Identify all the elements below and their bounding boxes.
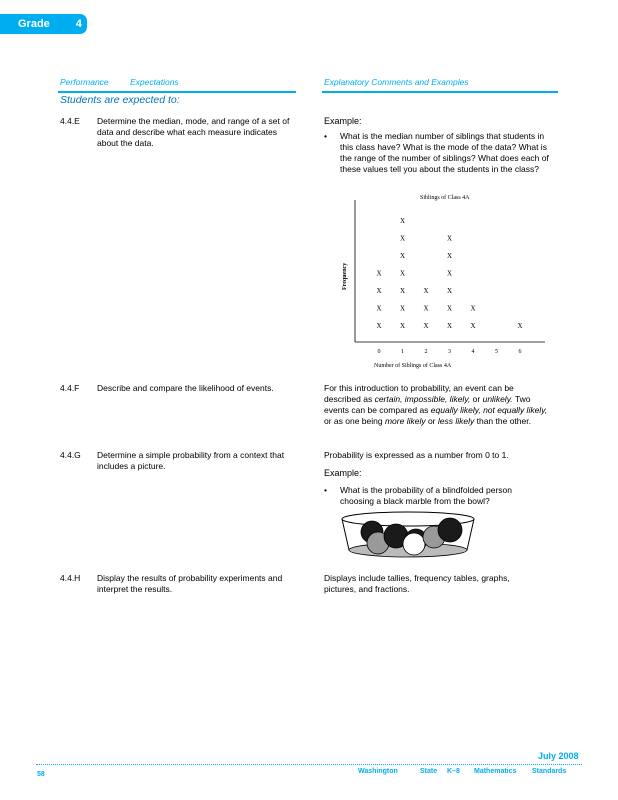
code-4-4-g: 4.4.G bbox=[60, 450, 81, 460]
dot-plot-x-mark: X bbox=[446, 322, 453, 330]
dot-plot-x-mark: X bbox=[399, 234, 406, 243]
marble-white bbox=[403, 533, 425, 555]
dot-plot-x-mark: X bbox=[399, 322, 406, 330]
x-tick-label: 4 bbox=[471, 349, 475, 355]
subtitle: Students are expected to: bbox=[60, 94, 180, 106]
dot-plot-x-mark: X bbox=[470, 322, 476, 330]
bullet-dot-g: • bbox=[324, 485, 327, 495]
marble-black bbox=[438, 518, 462, 542]
header-rule-right bbox=[322, 91, 558, 93]
footer-word-2: State bbox=[420, 768, 438, 775]
code-4-4-f: 4.4.F bbox=[60, 383, 80, 393]
dot-plot-x-mark: X bbox=[446, 234, 453, 243]
dot-plot-x-mark: X bbox=[517, 322, 523, 330]
footer-word-3: K–8 bbox=[447, 768, 460, 775]
dot-plot-x-mark: X bbox=[470, 304, 476, 313]
grade-number: 4 bbox=[75, 18, 82, 30]
dot-plot-x-mark: X bbox=[423, 304, 429, 313]
footer-rule bbox=[36, 764, 582, 765]
chart-title: Siblings of Class 4A bbox=[420, 195, 470, 201]
dot-plot-x-mark: X bbox=[376, 287, 382, 295]
dot-plot-x-mark: X bbox=[376, 304, 382, 313]
chart-ylabel: Frequency bbox=[342, 262, 348, 290]
bullet-dot-e: • bbox=[324, 131, 327, 141]
expectation-4-4-f: Describe and compare the likelihood of events. bbox=[97, 383, 274, 393]
x-tick-label: 2 bbox=[424, 349, 428, 355]
header-explanatory: Explanatory Comments and Examples bbox=[324, 77, 469, 87]
bullet-text-g: What is the probability of a blindfolded person choosing a black marble from the bowl? bbox=[340, 485, 512, 506]
grade-tab bbox=[0, 14, 87, 34]
dot-plot-x-mark: X bbox=[423, 287, 429, 295]
dot-plot-x-mark: X bbox=[446, 304, 453, 313]
dot-plot-x-mark: X bbox=[423, 322, 429, 330]
marble-bowl bbox=[340, 510, 476, 562]
grade-label: Grade bbox=[18, 18, 50, 30]
x-tick-label: 3 bbox=[448, 349, 451, 355]
x-tick-label: 6 bbox=[518, 349, 522, 355]
footer-word-4: Mathematics bbox=[474, 768, 517, 775]
expectation-4-4-g: Determine a simple probability from a context that includes a picture. bbox=[97, 450, 285, 471]
comment-4-4-g: Probability is expressed as a number from 0 to 1. bbox=[324, 450, 509, 460]
dot-plot-x-mark: X bbox=[399, 269, 406, 278]
code-4-4-e: 4.4.E bbox=[60, 116, 80, 126]
x-tick-label: 0 bbox=[377, 349, 381, 355]
header-expectations: Expectations bbox=[130, 77, 179, 87]
dot-plot bbox=[350, 200, 550, 360]
dot-plot-x-mark: X bbox=[399, 252, 406, 260]
x-tick-label: 5 bbox=[495, 349, 498, 355]
example-label-e: Example: bbox=[324, 116, 362, 126]
footer-word-5: Standards bbox=[532, 768, 567, 775]
header-performance: Performance bbox=[60, 77, 109, 87]
dot-plot-x-mark: X bbox=[399, 304, 406, 313]
chart-xlabel: Number of Siblings of Class 4A bbox=[374, 363, 452, 369]
x-tick-label: 1 bbox=[401, 349, 404, 355]
footer-page-number: 58 bbox=[37, 771, 45, 778]
comment-4-4-f: For this introduction to probability, an event can be described as certain, impossible, likely, or unlikely. Two events can be compared as equally likely, not equally likely, or as one being more likely or less likely than the other. bbox=[324, 383, 548, 426]
bullet-text-e: What is the median number of siblings that students in this class have? What is the mode of the data? What is the range of the number of siblings? What does each of these values tell you about the students in the class? bbox=[340, 131, 549, 174]
dot-plot-x-mark: X bbox=[446, 269, 453, 278]
dot-plot-x-mark: X bbox=[446, 252, 453, 260]
expectation-4-4-e: Determine the median, mode, and range of a set of data and describe what each measure indicates about the data. bbox=[97, 116, 290, 148]
footer-word-1: Washington bbox=[358, 768, 398, 775]
dot-plot-x-mark: X bbox=[446, 287, 453, 295]
dot-plot-x-mark: X bbox=[399, 287, 406, 295]
example-label-g: Example: bbox=[324, 468, 362, 478]
dot-plot-x-mark: X bbox=[376, 322, 382, 330]
dot-plot-x-mark: X bbox=[399, 217, 406, 225]
expectation-4-4-h: Display the results of probability experiments and interpret the results. bbox=[97, 573, 283, 594]
footer-date: July 2008 bbox=[538, 751, 579, 761]
comment-4-4-h: Displays include tallies, frequency tables, graphs, pictures, and fractions. bbox=[324, 573, 510, 594]
header-rule-left bbox=[58, 91, 296, 93]
dot-plot-x-mark: X bbox=[376, 269, 382, 278]
code-4-4-h: 4.4.H bbox=[60, 573, 81, 583]
